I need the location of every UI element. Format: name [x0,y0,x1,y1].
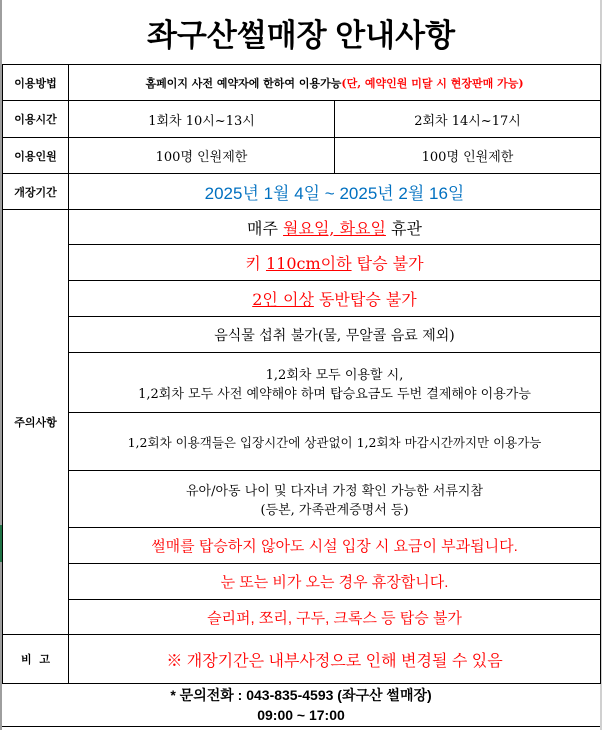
note-highlight: 월요일, 화요일 [283,218,386,238]
note-row [3,528,601,564]
note-line: (등본, 가족관계증명서 등) [260,503,409,518]
usage-method-text: 홈페이지 사전 예약자에 한하여 이용가능 [145,76,342,90]
note-highlight: 2인 이상 [252,290,314,309]
note-documents [69,471,601,528]
note-entry-fee: 썰매를 탑승하지 않아도 시설 입장 시 요금이 부과됩니다. [69,528,601,564]
note-text: 동반탑승 불가 [313,290,417,309]
row-remark [3,635,601,684]
usage-method-value [69,65,601,101]
usage-method-note: (단, 예약인원 미달 시 현장판매 가능) [341,76,524,90]
row-open-period [3,174,601,210]
open-period-value: 2025년 1월 4일 ~ 2025년 2월 16일 [69,174,601,210]
row-usage-time [3,101,601,138]
page-title: 좌구산썰매장 안내사항 [146,17,456,53]
capacity-session1: 100명 인원제한 [69,138,335,174]
label-usage-method: 이용방법 [3,65,69,101]
note-row [3,600,601,635]
note-line: 유아/아동 나이 및 다자녀 가정 확인 가능한 서류지참 [185,484,484,499]
usage-time-session2: 2회차 14시~17시 [335,101,601,138]
info-table [2,64,601,684]
note-group-riding [69,281,601,317]
note-row [3,413,601,471]
note-row [3,353,601,413]
note-food: 음식물 섭취 불가(물, 무알콜 음료 제외) [69,317,601,353]
note-row [3,317,601,353]
remark-value: ※ 개장기간은 내부사정으로 인해 변경될 수 있음 [69,635,601,684]
note-row [3,210,601,245]
label-notes: 주의사항 [3,210,69,635]
note-closed-days [69,210,601,245]
capacity-session2: 100명 인원제한 [335,138,601,174]
note-row [3,281,601,317]
row-capacity [3,138,601,174]
contact-hours: 09:00 ~ 17:00 [257,707,345,723]
label-remark: 비 고 [3,635,69,684]
note-line: 1,2회차 모두 사전 예약해야 하며 탑승요금도 두번 결제해야 이용가능 [138,386,531,402]
note-row [3,245,601,281]
contact-footer [2,683,600,727]
note-row [3,471,601,528]
note-height-limit [69,245,601,281]
row-usage-method [3,65,601,101]
note-both-sessions [69,353,601,413]
note-text: 휴관 [385,218,422,238]
note-weather-closure: 눈 또는 비가 오는 경우 휴장합니다. [69,564,601,600]
note-text: 탑승 불가 [351,254,424,273]
label-open-period: 개장기간 [3,174,69,210]
label-capacity: 이용인원 [3,138,69,174]
note-text: 매주 [247,218,284,238]
label-usage-time: 이용시간 [3,101,69,138]
contact-phone: * 문의전화 : 043-835-4593 (좌구산 썰매장) [170,687,432,703]
note-highlight: 110cm이하 [265,254,352,273]
usage-time-session1: 1회차 10시~13시 [69,101,335,138]
note-footwear: 슬리퍼, 쪼리, 구두, 크록스 등 탑승 불가 [69,600,601,635]
note-line: 1,2회차 모두 이용할 시, [265,367,404,383]
note-row [3,564,601,600]
note-text: 키 [245,254,266,273]
note-session-close: 1,2회차 이용객들은 입장시간에 상관없이 1,2회차 마감시간까지만 이용가능 [69,413,601,471]
